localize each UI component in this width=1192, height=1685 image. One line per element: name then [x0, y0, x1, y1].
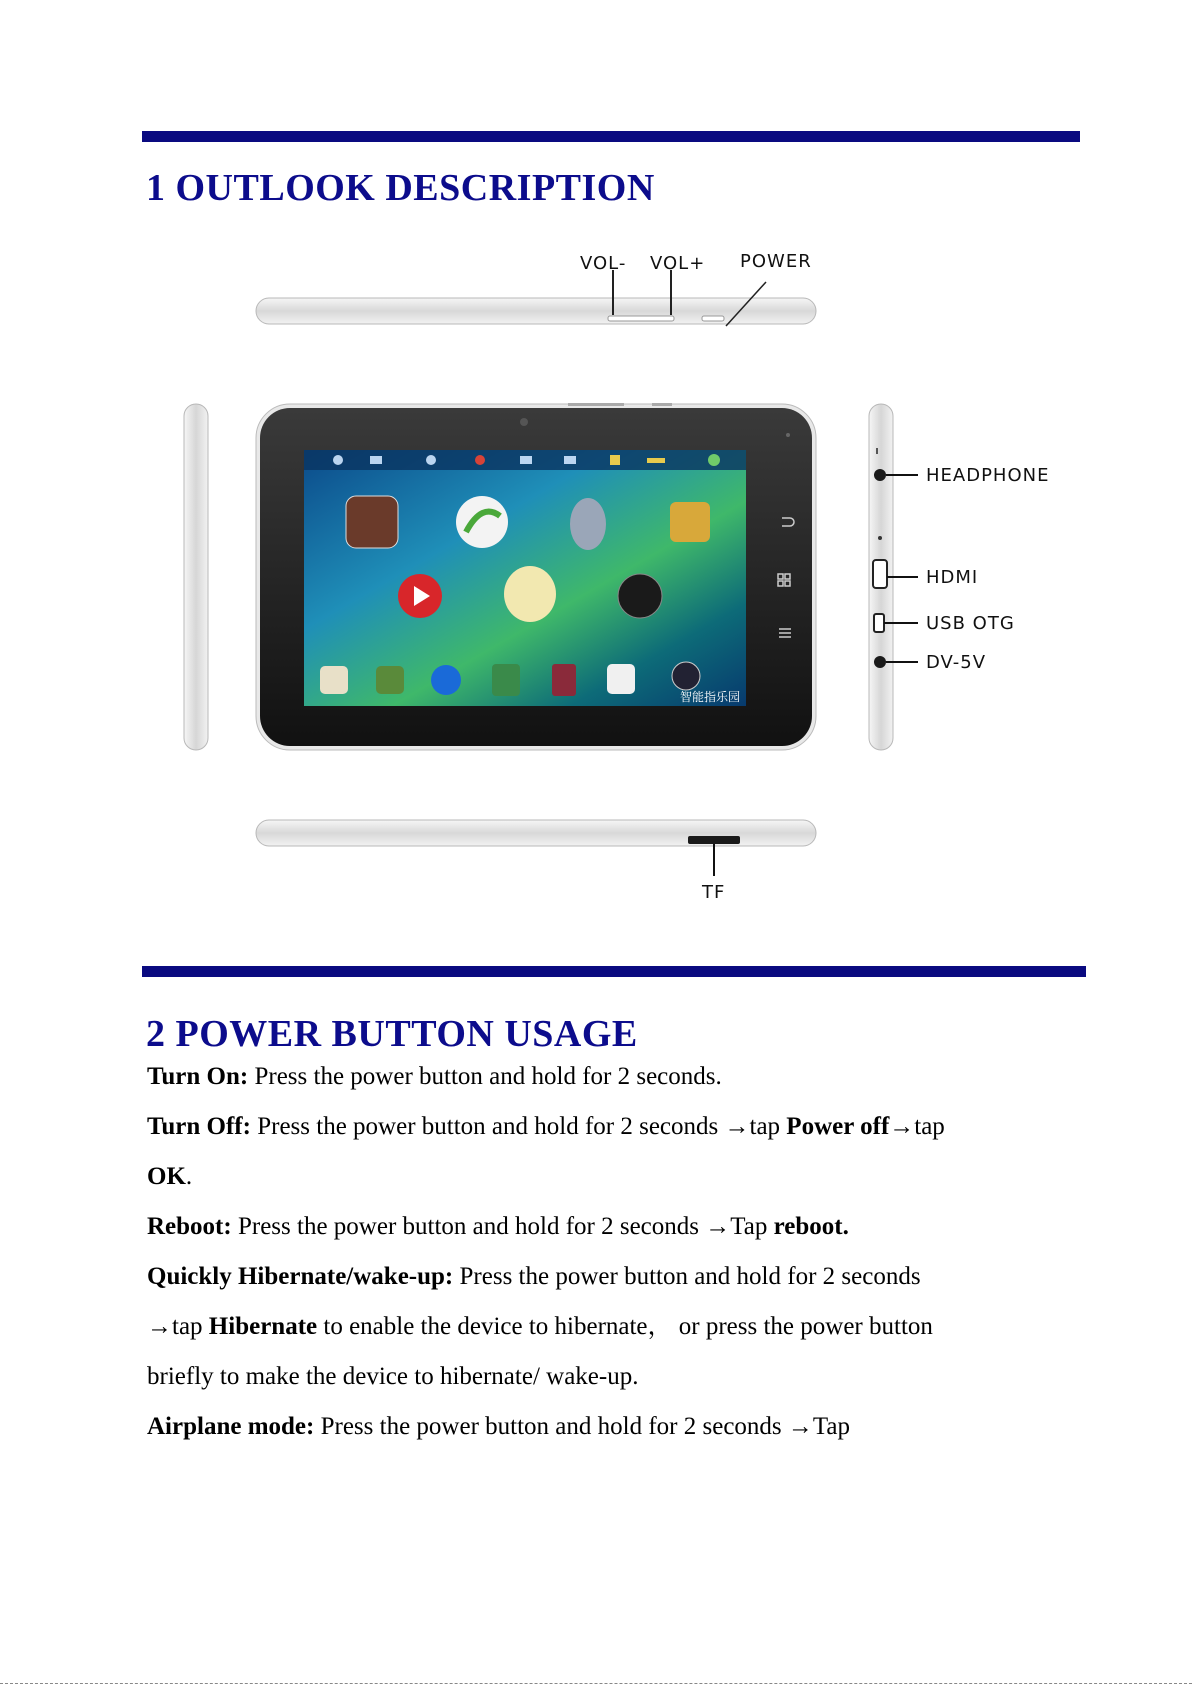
page-bottom-border — [0, 1683, 1192, 1684]
turn-off-text3: . — [185, 1163, 193, 1190]
tablet-right-side — [869, 404, 1049, 750]
tablet-left-side — [184, 404, 208, 750]
reboot-label: Reboot: — [147, 1213, 232, 1240]
front-camera-icon — [520, 418, 528, 426]
hibernate-paragraph — [147, 1252, 921, 1302]
power-label: POWER — [740, 251, 812, 272]
usb-otg-port-icon — [874, 614, 884, 632]
hdmi-label: HDMI — [926, 567, 979, 588]
hibernate-text: Press the power button and hold for 2 seconds — [453, 1263, 921, 1290]
hibernate-label: Quickly Hibernate/wake-up: — [147, 1263, 454, 1290]
airplane-text: Press the power button and hold for 2 seconds →Tap — [314, 1413, 851, 1440]
tablet-bottom-edge — [256, 820, 816, 903]
section1-title: OUTLOOK DESCRIPTION — [175, 167, 655, 209]
headphone-jack-icon — [874, 469, 886, 481]
tablet-outlook-figure — [170, 240, 1080, 910]
power-off-option: Power off — [786, 1113, 890, 1140]
reboot-paragraph — [147, 1202, 849, 1252]
turn-off-paragraph-cont — [147, 1152, 192, 1202]
reboot-option: reboot. — [773, 1213, 849, 1240]
vol-plus-label: VOL+ — [650, 253, 706, 274]
turn-off-text: Press the power button and hold for 2 seconds →tap — [250, 1113, 787, 1140]
turn-off-label: Turn Off: — [147, 1113, 251, 1140]
hibernate-paragraph-line2 — [147, 1302, 933, 1352]
vol-minus-label: VOL- — [580, 253, 627, 274]
section1-number: 1 — [146, 167, 166, 209]
tablet-front — [256, 403, 816, 750]
turn-off-paragraph — [147, 1102, 945, 1152]
tf-slot-icon — [688, 836, 740, 844]
ok-option: OK — [147, 1163, 186, 1190]
headphone-label: HEADPHONE — [926, 465, 1050, 486]
section-rule-bottom — [142, 966, 1086, 977]
airplane-label: Airplane mode: — [147, 1413, 315, 1440]
hibernate-paragraph-line3: briefly to make the device to hibernate/ wake-up. — [147, 1363, 639, 1390]
turn-on-paragraph — [147, 1052, 722, 1102]
hibernate-line2b: to enable the device to hibernate， or press the power button — [317, 1313, 933, 1340]
usb-otg-label: USB OTG — [926, 613, 1015, 634]
section2-number: 2 — [146, 1013, 166, 1055]
turn-off-text2: →tap — [889, 1113, 945, 1140]
hibernate-line2a: →tap — [147, 1313, 209, 1340]
turn-on-label: Turn On: — [147, 1063, 249, 1090]
reboot-text: Press the power button and hold for 2 seconds →Tap — [231, 1213, 774, 1240]
section-rule-top — [142, 131, 1080, 142]
turn-on-text: Press the power button and hold for 2 seconds. — [248, 1063, 722, 1090]
tf-label: TF — [702, 882, 726, 903]
tablet-top-edge — [256, 251, 816, 326]
dc-in-port-icon — [874, 656, 886, 668]
dv-label: DV-5V — [926, 652, 987, 673]
hdmi-port-icon — [873, 560, 887, 588]
section2-heading — [146, 1012, 638, 1056]
section1-heading — [146, 166, 655, 210]
screen-watermark: 智能指乐园 — [680, 690, 741, 704]
hibernate-option: Hibernate — [208, 1313, 318, 1340]
section2-title: POWER BUTTON USAGE — [175, 1013, 638, 1055]
airplane-paragraph — [147, 1402, 850, 1452]
